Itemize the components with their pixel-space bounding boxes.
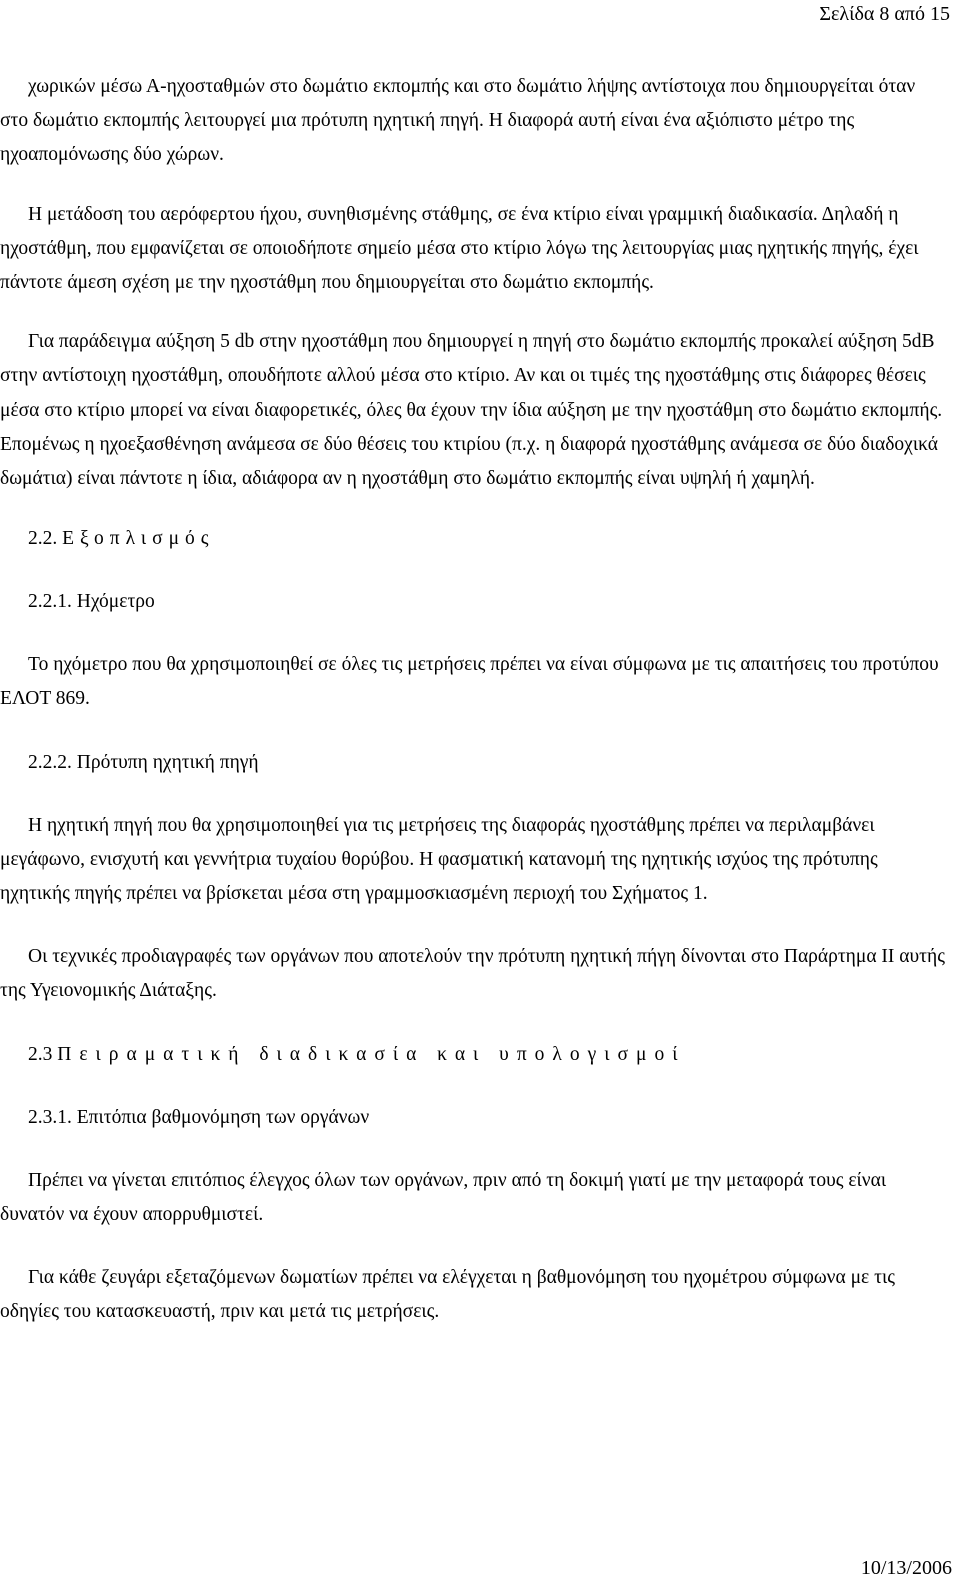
section-heading-2-2 <box>0 522 945 556</box>
section-number: 2.3 <box>28 1043 53 1065</box>
footer-date: 10/13/2006 <box>860 1557 952 1579</box>
paragraph: Οι τεχνικές προδιαγραφές των οργάνων που αποτελούν την πρότυπη ηχητική πήγη δίνονται στο Παράρτημα ΙΙ αυτής της Υγειονομικής Διάταξης. <box>0 946 945 1002</box>
paragraph: Το ηχόμετρο που θα χρησιμοποιηθεί σε όλες τις μετρήσεις πρέπει να είναι σύμφωνα με τις απαιτήσεις του προτύπου ΕΛΟΤ 869. <box>0 654 939 710</box>
subsection-heading-2-2-2: 2.2.2. Πρότυπη ηχητική πηγή <box>28 751 259 773</box>
page-number-header: Σελίδα 8 από 15 <box>819 3 950 25</box>
subsection-heading-2-2-1: 2.2.1. Ηχόμετρο <box>28 591 155 613</box>
section-heading-2-3 <box>0 1038 945 1072</box>
section-title: Εξοπλισμός <box>62 528 215 550</box>
paragraph: Πρέπει να γίνεται επιτόπιος έλεγχος όλων των οργάνων, πριν από τη δοκιμή γιατί με την μεταφορά τους είναι δυνατόν να έχουν απορρυθμιστεί. <box>0 1169 887 1225</box>
paragraph: Η ηχητική πηγή που θα χρησιμοποιηθεί για τις μετρήσεις της διαφοράς ηχοστάθμης πρέπει να περιλαμβάνει μεγάφωνο, ενισχυτή και γεννήτρια τυχαίου θορύβου. Η φασματική κατανομή της ηχητικής ισχύος της πρότυπης ηχητικής πηγής πρέπει να βρίσκεται μέσα στη γραμμοσκιασμένη περιοχή του Σχήματος 1. <box>0 814 878 905</box>
paragraph: Η μετάδοση του αερόφερτου ήχου, συνηθισμένης στάθμης, σε ένα κτίριο είναι γραμμική διαδικασία. Δηλαδή η ηχοστάθμη, που εμφανίζεται σε οποιοδήποτε σημείο μέσα στο κτίριο λόγω της λειτουργίας μιας ηχητικής πηγής, έχει πάντοτε άμεση σχέση με την ηχοστάθμη που δημιουργείται στο δωμάτιο εκπομπής. <box>0 203 919 294</box>
document-body <box>0 70 945 1329</box>
paragraph: Για κάθε ζευγάρι εξεταζόμενων δωματίων πρέπει να ελέγχεται η βαθμονόμηση του ηχομέτρου σύμφωνα με τις οδηγίες του κατασκευαστή, πριν και μετά τις μετρήσεις. <box>0 1267 895 1323</box>
section-number: 2.2. <box>28 528 58 550</box>
paragraph: Για παράδειγμα αύξηση 5 db στην ηχοστάθμη που δημιουργεί η πηγή στο δωμάτιο εκπομπής προκαλεί αύξηση 5dB στην αντίστοιχη ηχοστάθμη, οπουδήποτε αλλού μέσα στο κτίριο. Αν και οι τιμές της ηχοστάθμης στις διάφορες θέσεις μέσα στο κτίριο μπορεί να είναι διαφορετικές, όλες θα έχουν την ίδια αύξηση με την ηχοστάθμη στο δωμάτιο εκπομπής. Επομένως η ηχοεξασθένηση ανάμεσα σε δύο θέσεις του κτιρίου (π.χ. η διαφορά ηχοστάθμης ανάμεσα σε δύο διαδοχικά δωμάτια) είναι πάντοτε η ίδια, αδιάφορα αν η ηχοστάθμη στο δωμάτιο εκπομπής είναι υψηλή ή χαμηλή. <box>0 331 943 490</box>
paragraph: χωρικών μέσω Α-ηχοσταθμών στο δωμάτιο εκπομπής και στο δωμάτιο λήψης αντίστοιχα που δημιουργείται όταν στο δωμάτιο εκπομπής λειτουργεί μια πρότυπη ηχητική πηγή. Η διαφορά αυτή είναι ένα αξιόπιστο μέτρο της ηχοαπομόνωσης δύο χώρων. <box>0 76 916 166</box>
subsection-heading-2-3-1: 2.3.1. Επιτόπια βαθμονόμηση των οργάνων <box>28 1106 370 1128</box>
section-title: Πειραματική διαδικασία και υπολογισμοί <box>57 1043 686 1065</box>
